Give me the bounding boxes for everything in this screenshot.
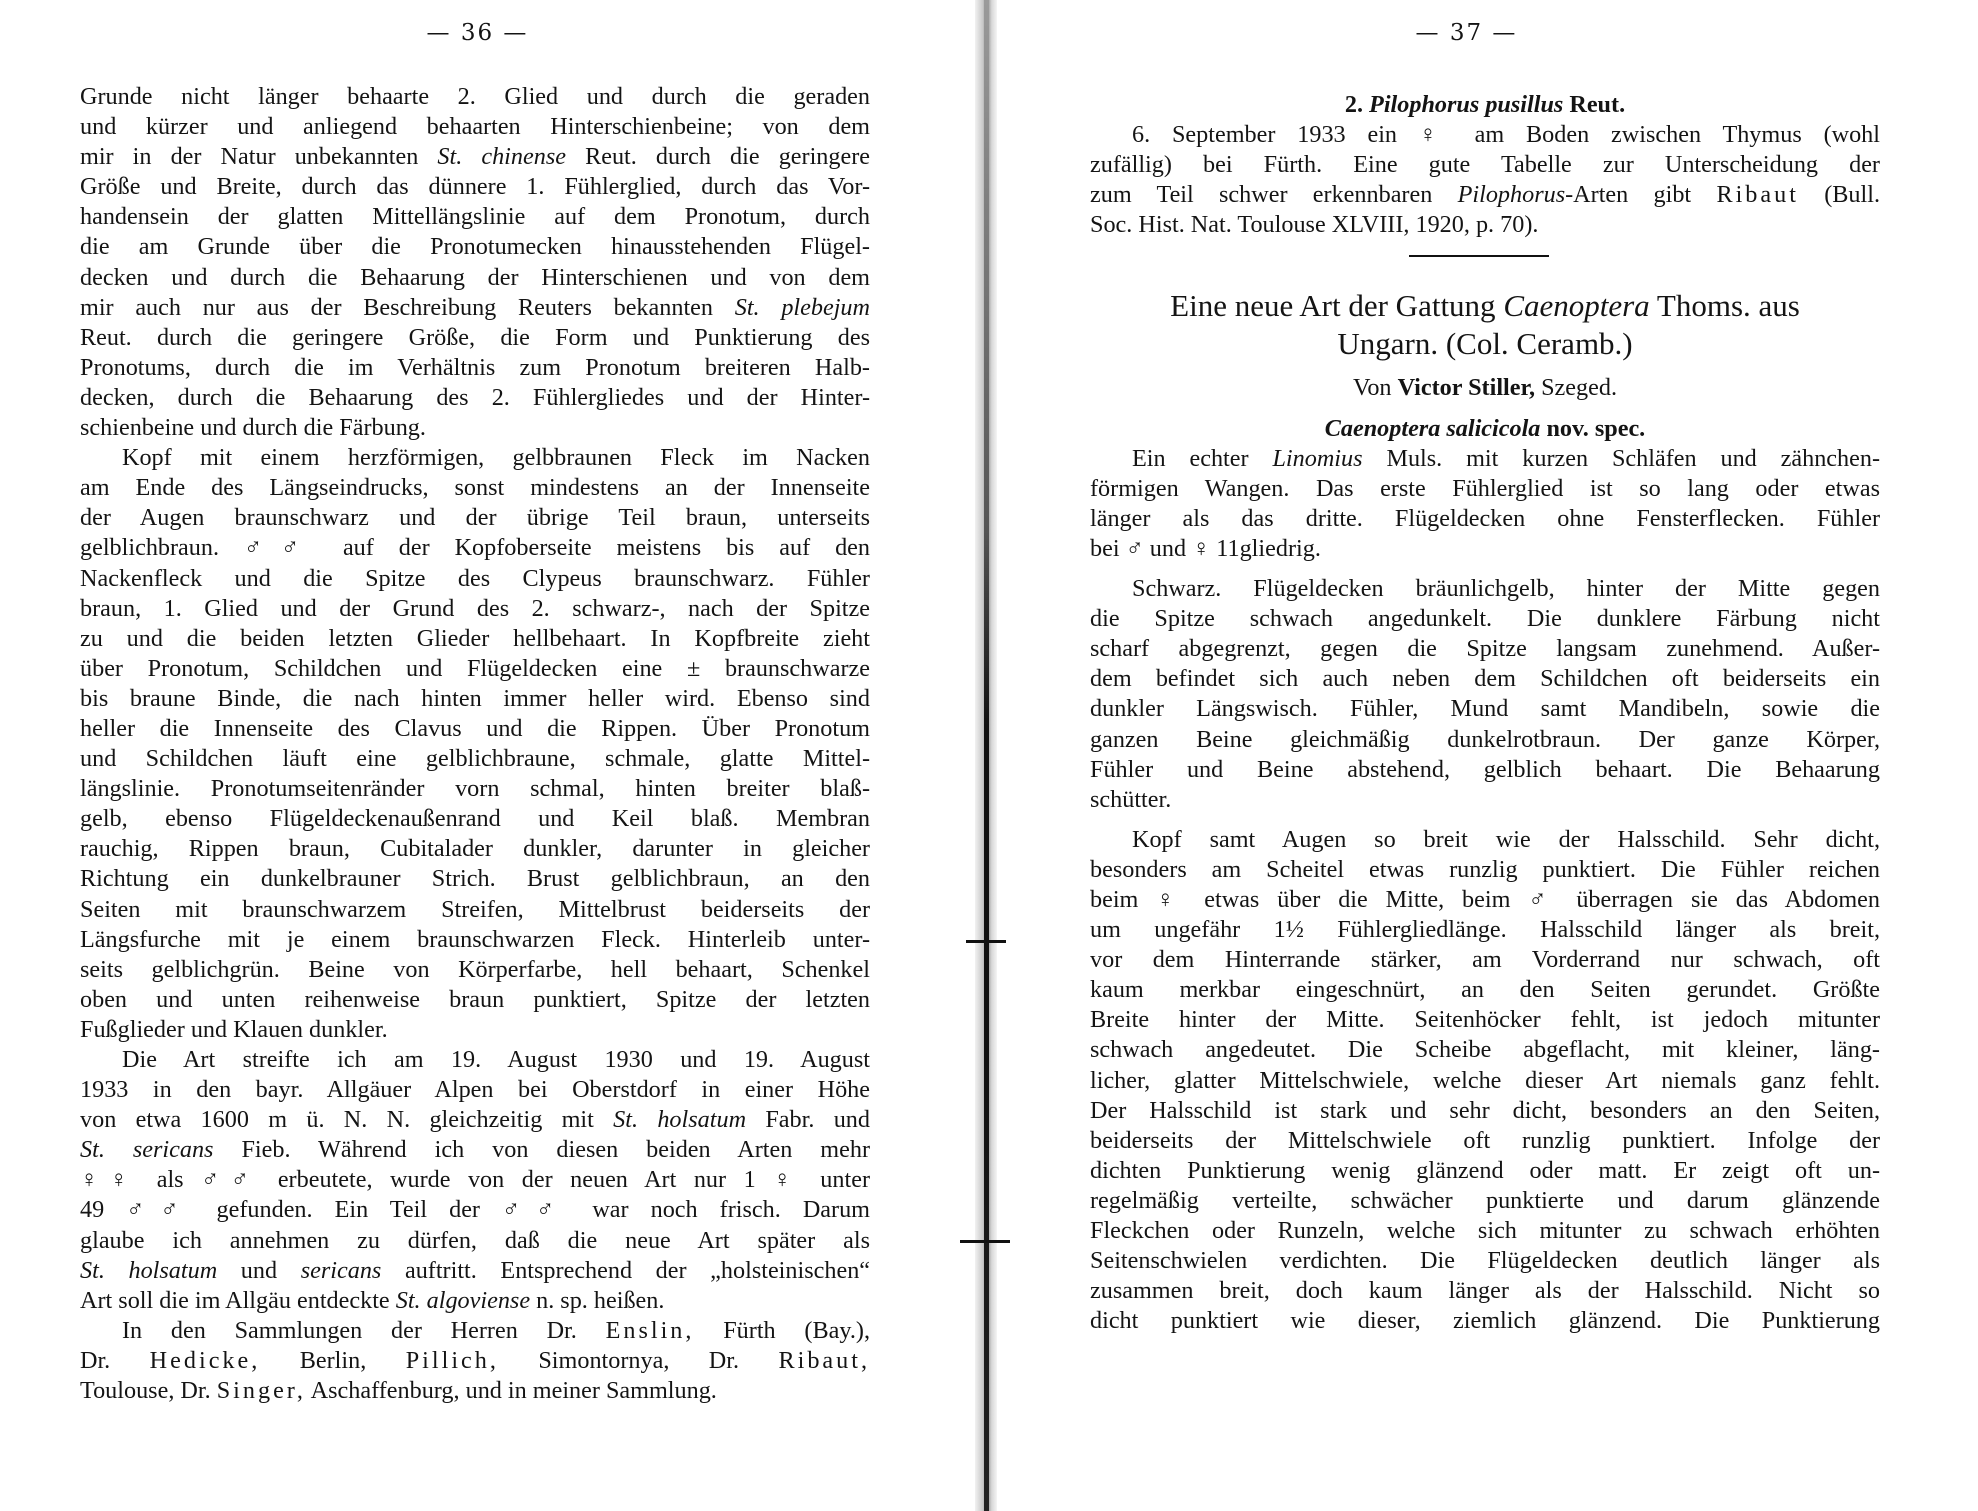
text-line: Die Art streifte ich am 19. August 1930 und 19. August	[122, 1046, 870, 1073]
text-line: decken, durch die Behaarung des 2. Fühlergliedes und der Hinter-	[80, 383, 870, 411]
text-line: die am Grunde über die Pronotumecken hinausstehenden Flügel-	[80, 233, 870, 261]
text-line: Größe und Breite, durch das dünnere 1. Fühlerglied, durch das Vor-	[80, 173, 870, 201]
text-line: dichten Punktierung wenig glänzend oder matt. Er zeigt oft un-	[1090, 1156, 1880, 1184]
text-line: Breite hinter der Mitte. Seitenhöcker fehlt, ist jedoch mitunter	[1090, 1006, 1880, 1034]
page-number-right: — 37 —	[1415, 20, 1518, 46]
text-line: Fühler und Beine abstehend, gelblich behaart. Die Behaarung	[1090, 755, 1880, 783]
text-line: Nackenfleck und die Spitze des Clypeus braunschwarz. Fühler	[80, 564, 870, 592]
text-line: glaube ich annehmen zu dürfen, daß die neue Art später als	[80, 1226, 870, 1254]
text-line: Art soll die im Allgäu entdeckte St. algoviense n. sp. heißen.	[80, 1286, 665, 1314]
text-line: förmigen Wangen. Das erste Fühlerglied ist so lang oder etwas	[1090, 474, 1880, 502]
text-line: Kopf mit einem herzförmigen, gelbbraunen Fleck im Nacken	[122, 444, 870, 472]
text-line: dunkler Längswisch. Fühler, Mund samt Mandibeln, sowie die	[1090, 695, 1880, 723]
right-body-text	[1090, 90, 1880, 1336]
text-line: ♀♀ als ♂♂ erbeutete, wurde von der neuen Art nur 1 ♀ unter	[80, 1166, 870, 1194]
text-line: gelblichbraun. ♂♂ auf der Kopfoberseite meistens bis auf den	[80, 534, 870, 562]
text-line: Toulouse, Dr. Singer, Aschaffenburg, und in meiner Sammlung.	[80, 1377, 717, 1405]
text-line: beiderseits der Mittelschwiele oft runzlig punktiert. Infolge der	[1090, 1126, 1880, 1154]
text-line: vor dem Hinterrande stärker, am Vorderrand nur schwach, oft	[1090, 946, 1880, 974]
text-line: zusammen breit, doch kaum länger als der Halsschild. Nicht so	[1090, 1277, 1880, 1305]
text-line: Fleckchen oder Runzeln, welche sich mitunter zu schwach erhöhten	[1090, 1217, 1880, 1244]
left-page	[0, 0, 985, 1511]
text-line: Fußglieder und Klauen dunkler.	[80, 1015, 388, 1043]
text-line: der Augen braunschwarz und der übrige Teil braun, unterseits	[80, 504, 870, 532]
text-line: zufällig) bei Fürth. Eine gute Tabelle zur Unterscheidung der	[1090, 151, 1880, 179]
text-line: handensein der glatten Mittellängslinie auf dem Pronotum, durch	[80, 203, 870, 231]
text-line: Pronotums, durch die im Verhältnis zum Pronotum breiteren Halb-	[80, 353, 870, 381]
article-title: Ungarn. (Col. Ceramb.)	[1337, 326, 1633, 362]
text-line: längslinie. Pronotumseitenränder vorn schmal, hinten breiter blaß-	[80, 775, 870, 803]
text-line: 1933 in den bayr. Allgäuer Alpen bei Oberstdorf in einer Höhe	[80, 1076, 870, 1104]
text-line: regelmäßig verteilte, schwächer punktierte und darum glänzende	[1090, 1186, 1880, 1214]
text-line: die Spitze schwach angedunkelt. Die dunklere Färbung nicht	[1090, 605, 1880, 633]
text-line: decken und durch die Behaarung der Hinterschienen und von dem	[80, 263, 870, 291]
text-line: seits gelblichgrün. Beine von Körperfarbe, hell behaart, Schenkel	[80, 955, 870, 983]
article-title: Eine neue Art der Gattung Caenoptera Thoms. aus	[1170, 288, 1800, 324]
right-page	[995, 0, 1978, 1511]
text-line: länger als das dritte. Flügeldecken ohne Fensterflecken. Fühler	[1090, 504, 1880, 532]
text-line: ganzen Beine gleichmäßig dunkelrotbraun. Der ganze Körper,	[1090, 725, 1880, 753]
text-line: um ungefähr 1½ Fühlergliedlänge. Halsschild länger als breit,	[1090, 916, 1880, 944]
text-line: gelb, ebenso Flügeldeckenaußenrand und Keil blaß. Membran	[80, 805, 870, 833]
text-line: schienbeine und durch die Färbung.	[80, 414, 426, 442]
text-line: kaum merkbar eingeschnürt, an den Seiten gerundet. Größte	[1090, 976, 1880, 1004]
text-line: Seiten mit braunschwarzem Streifen, Mittelbrust beiderseits der	[80, 895, 870, 923]
text-line: und kürzer und anliegend behaarten Hinterschienbeine; von dem	[80, 113, 870, 141]
text-line: Längsfurche mit je einem braunschwarzen Fleck. Hinterleib unter-	[80, 925, 870, 953]
text-line: zum Teil schwer erkennbaren Pilophorus-Arten gibt Ribaut (Bull.	[1090, 181, 1880, 209]
text-line: braun, 1. Glied und der Grund des 2. schwarz-, nach der Spitze	[80, 594, 870, 622]
text-line: Soc. Hist. Nat. Toulouse XLVIII, 1920, p. 70).	[1090, 211, 1539, 239]
text-line: Grunde nicht länger behaarte 2. Glied und durch die geraden	[80, 83, 870, 110]
section-divider	[1409, 255, 1549, 257]
left-body-text	[80, 82, 870, 1406]
text-line: St. sericans Fieb. Während ich von diesen beiden Arten mehr	[80, 1136, 871, 1164]
text-line: beim ♀ etwas über die Mitte, beim ♂ überragen sie das Abdomen	[1090, 885, 1880, 913]
article-byline: Von Victor Stiller, Szeged.	[1352, 374, 1618, 402]
text-line: über Pronotum, Schildchen und Flügeldecken eine ± braunschwarze	[80, 654, 870, 682]
species-heading: Caenoptera salicicola nov. spec.	[1324, 414, 1646, 442]
text-line: heller die Innenseite des Clavus und die Rippen. Über Pronotum	[80, 714, 870, 742]
text-line: Schwarz. Flügeldecken bräunlichgelb, hinter der Mitte gegen	[1132, 575, 1880, 603]
text-line: scharf abgegrenzt, gegen die Spitze langsam zunehmend. Außer-	[1090, 635, 1880, 663]
text-line: am Ende des Längseindrucks, sonst mindestens an der Innenseite	[80, 474, 870, 502]
text-line: und Schildchen läuft eine gelblichbraune, schmale, glatte Mittel-	[80, 745, 870, 773]
page-number-left: — 36 —	[426, 20, 529, 46]
text-line: In den Sammlungen der Herren Dr. Enslin, Fürth (Bay.),	[122, 1316, 870, 1344]
text-line: rauchig, Rippen braun, Cubitalader dunkler, darunter in gleicher	[80, 835, 870, 863]
text-line: Ein echter Linomius Muls. mit kurzen Schläfen und zähnchen-	[1132, 444, 1881, 472]
text-line: Richtung ein dunkelbrauner Strich. Brust gelblichbraun, an den	[80, 865, 870, 893]
text-line: St. holsatum und sericans auftritt. Entsprechend der „holsteinischen“	[80, 1256, 871, 1284]
text-line: mir auch nur aus der Beschreibung Reuters bekannten St. plebejum	[80, 293, 870, 321]
text-line: dicht punktiert wie dieser, ziemlich glänzend. Die Punktierung	[1090, 1307, 1880, 1335]
text-line: bei ♂ und ♀ 11gliedrig.	[1090, 534, 1321, 562]
text-line: 6. September 1933 ein ♀ am Boden zwischen Thymus (wohl	[1132, 121, 1880, 149]
text-line: mir in der Natur unbekannten St. chinense Reut. durch die geringere	[80, 143, 871, 171]
text-line: zu und die beiden letzten Glieder hellbehaart. In Kopfbreite zieht	[80, 624, 870, 652]
section-heading: 2. Pilophorus pusillus Reut.	[1344, 91, 1626, 118]
text-line: bis braune Binde, die nach hinten immer heller wird. Ebenso sind	[80, 684, 870, 712]
text-line: oben und unten reihenweise braun punktiert, Spitze der letzten	[80, 985, 870, 1013]
text-line: Der Halsschild ist stark und sehr dicht, besonders an den Seiten,	[1090, 1096, 1880, 1124]
text-line: schwach angedeutet. Die Scheibe abgeflacht, mit kleiner, läng-	[1090, 1036, 1880, 1064]
text-line: Seitenschwielen verdichten. Die Flügeldecken deutlich länger als	[1090, 1247, 1880, 1275]
text-line: schütter.	[1090, 785, 1172, 813]
text-line: von etwa 1600 m ü. N. N. gleichzeitig mit St. holsatum Fabr. und	[80, 1106, 870, 1134]
text-line: Dr. Hedicke, Berlin, Pillich, Simontornya, Dr. Ribaut,	[80, 1346, 871, 1374]
text-line: licher, glatter Mittelschwiele, welche dieser Art niemals ganz fehlt.	[1090, 1066, 1880, 1094]
text-line: besonders am Scheitel etwas runzlig punktiert. Die Fühler reichen	[1090, 855, 1880, 883]
text-line: Kopf samt Augen so breit wie der Halsschild. Sehr dicht,	[1132, 825, 1880, 853]
text-line: 49 ♂♂ gefunden. Ein Teil der ♂♂ war noch frisch. Darum	[80, 1196, 870, 1224]
text-line: Reut. durch die geringere Größe, die Form und Punktierung des	[80, 323, 870, 351]
text-line: dem befindet sich auch neben dem Schildchen oft beiderseits ein	[1090, 665, 1880, 693]
